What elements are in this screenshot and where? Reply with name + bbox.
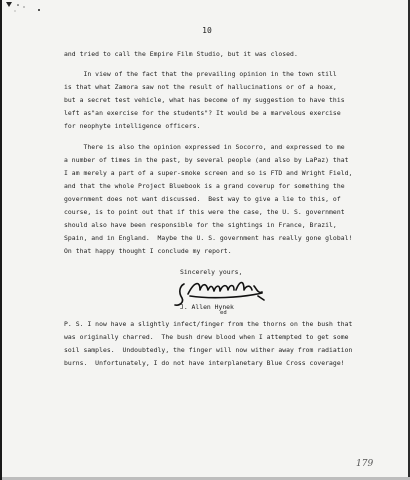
scan-corner-mark (6, 2, 46, 16)
text-line: but a secret test vehicle, what has become of my suggestion to have this (64, 96, 345, 104)
text-line: I am merely a part of a super-smoke screen and so is FTD and Wright Field, (64, 169, 353, 177)
text-line: and tried to call the Empire Film Studio, but it was closed. (64, 50, 298, 58)
text-line: In view of the fact that the prevailing opinion in the town still (64, 70, 337, 78)
text-line: soil samples. Undoubtedly, the finger will now wither away from radiation (64, 346, 353, 354)
text-line: is that what Zamora saw not the result of hallucinations or of a hoax, (64, 83, 337, 91)
text-line: should also have been responsible for the sightings in France, Brazil, (64, 221, 337, 229)
handwritten-insert: ed (220, 310, 227, 316)
text-line: for neophyte intelligence officers. (64, 122, 201, 130)
text-line: and that the whole Project Bluebook is a grand coverup for something the (64, 182, 345, 190)
closing: Sincerely yours, (180, 268, 243, 276)
text-line: government does not want discussed. Best way to give a lie to this, of (64, 195, 341, 203)
text-line: There is also the opinion expressed in Socorro, and expressed to me (64, 143, 345, 151)
text-line: was originally charred. The bush drew blood when I attempted to get some (64, 333, 349, 341)
text-line: left as"an exercise for the students"? It would be a marvelous exercise (64, 109, 341, 117)
signer-name: J. Allen Hynek (180, 303, 234, 311)
folio-number: 179 (356, 459, 374, 469)
text-line: Spain, and in England. Maybe the U. S. government has really gone global! (64, 234, 353, 242)
text-line: burns. Unfortunately, I do not have interplanetary Blue Cross coverage! (64, 359, 345, 367)
text-line: On that happy thought I conclude my report. (64, 247, 232, 255)
text-line: a number of times in the past, by several people (and also by LaPaz) that (64, 156, 349, 164)
text-line: course, is to point out that if this were the case, the U. S. government (64, 208, 345, 216)
text-line: P. S. I now have a slightly infect/finger from the thorns on the bush that (64, 320, 353, 328)
page-number: 10 (202, 26, 212, 35)
